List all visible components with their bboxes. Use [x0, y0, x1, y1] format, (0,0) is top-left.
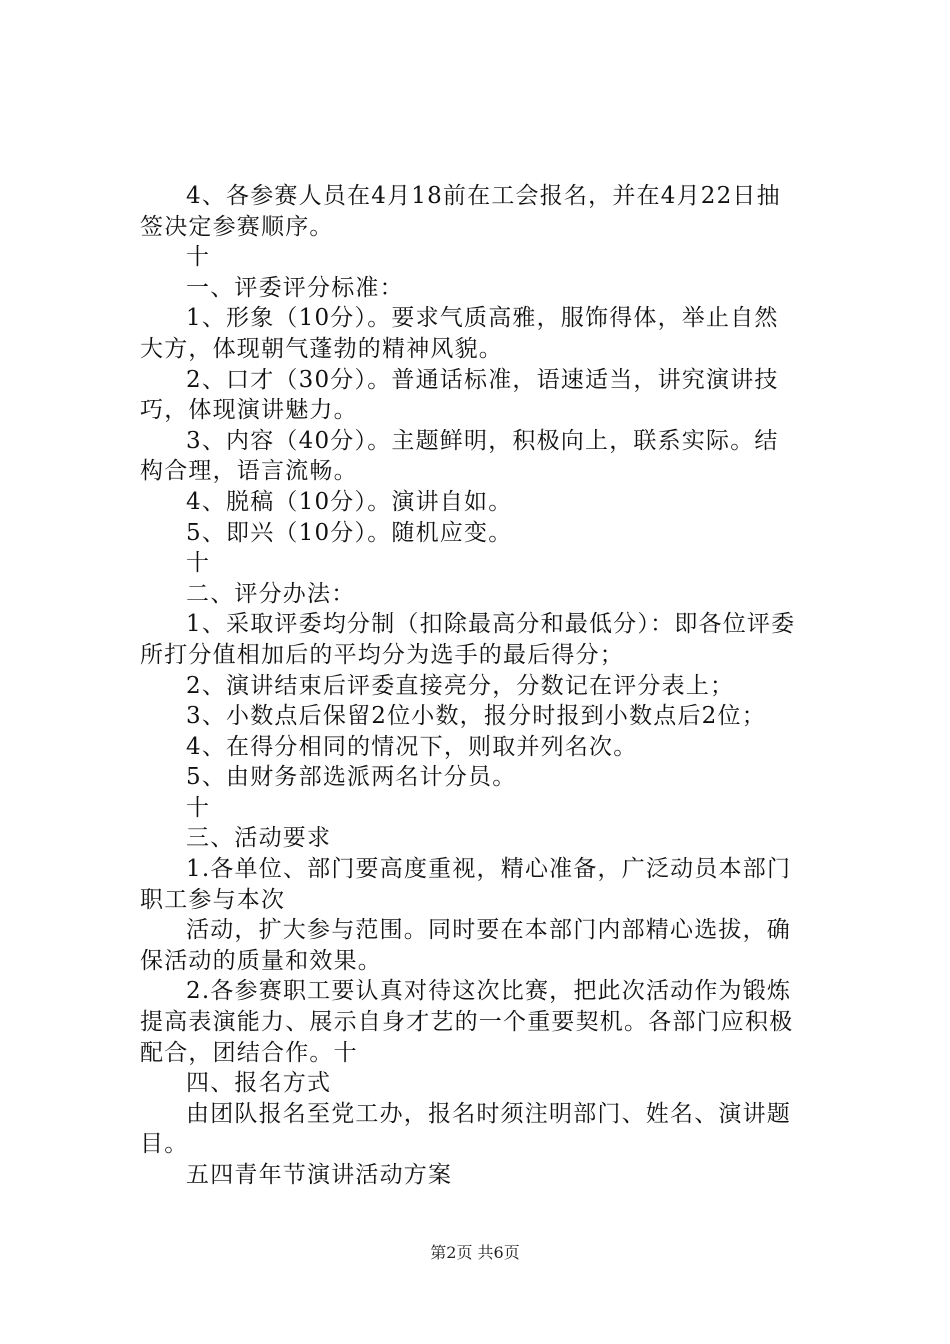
text-line: 2、口才（30分）。普通话标准，语速适当，讲究演讲技	[186, 366, 779, 393]
text-line: 活动，扩大参与范围。同时要在本部门内部精心选拔，确	[186, 917, 791, 944]
document-body	[140, 181, 840, 1191]
text-line: 3、内容（40分）。主题鲜明，积极向上，联系实际。结	[186, 427, 779, 454]
text-line: 签决定参赛顺序。	[140, 213, 334, 240]
text-line: 巧，体现演讲魅力。	[140, 397, 358, 424]
text-line: 十	[186, 794, 211, 821]
text-line: 5、即兴（10分）。随机应变。	[186, 519, 513, 546]
text-line: 十	[186, 244, 211, 271]
text-line: 所打分值相加后的平均分为选手的最后得分；	[140, 641, 624, 668]
text-line: 4、在得分相同的情况下，则取并列名次。	[186, 733, 638, 760]
text-line: 5、由财务部选派两名计分员。	[186, 764, 517, 791]
text-line: 五四青年节演讲活动方案	[186, 1162, 453, 1188]
text-line: 2.各参赛职工要认真对待这次比赛，把此次活动作为锻炼	[186, 978, 792, 1005]
text-line: 1.各单位、部门要高度重视，精心准备，广泛动员本部门	[186, 856, 792, 883]
text-line: 2、演讲结束后评委直接亮分，分数记在评分表上；	[186, 672, 735, 699]
text-line: 一、评委评分标准：	[186, 274, 404, 301]
text-line: 保活动的质量和效果。	[140, 947, 382, 974]
text-line: 十	[186, 550, 211, 577]
text-line: 三、活动要求	[186, 825, 332, 852]
text-line: 4、各参赛人员在4月18前在工会报名，并在4月22日抽	[186, 183, 781, 209]
text-line: 由团队报名至党工办，报名时须注明部门、姓名、演讲题	[186, 1100, 791, 1127]
text-line: 大方，体现朝气蓬勃的精神风貌。	[140, 335, 503, 362]
text-line: 构合理，语言流畅。	[140, 458, 358, 485]
text-line: 3、小数点后保留2位小数，报分时报到小数点后2位；	[186, 703, 766, 730]
text-line: 配合，团结合作。十	[140, 1039, 358, 1066]
text-line: 4、脱稿（10分）。演讲自如。	[186, 488, 513, 515]
text-line: 目。	[140, 1131, 189, 1158]
text-line: 四、报名方式	[186, 1070, 332, 1097]
text-line: 职工参与本次	[140, 886, 286, 913]
text-line: 1、形象（10分）。要求气质高雅，服饰得体，举止自然	[186, 305, 779, 332]
text-line: 1、采取评委均分制（扣除最高分和最低分）：即各位评委	[186, 611, 796, 638]
page-footer: 第2页 共6页	[430, 1243, 520, 1262]
text-line: 提高表演能力、展示自身才艺的一个重要契机。各部门应积极	[140, 1009, 794, 1036]
text-line: 二、评分办法：	[186, 580, 356, 607]
